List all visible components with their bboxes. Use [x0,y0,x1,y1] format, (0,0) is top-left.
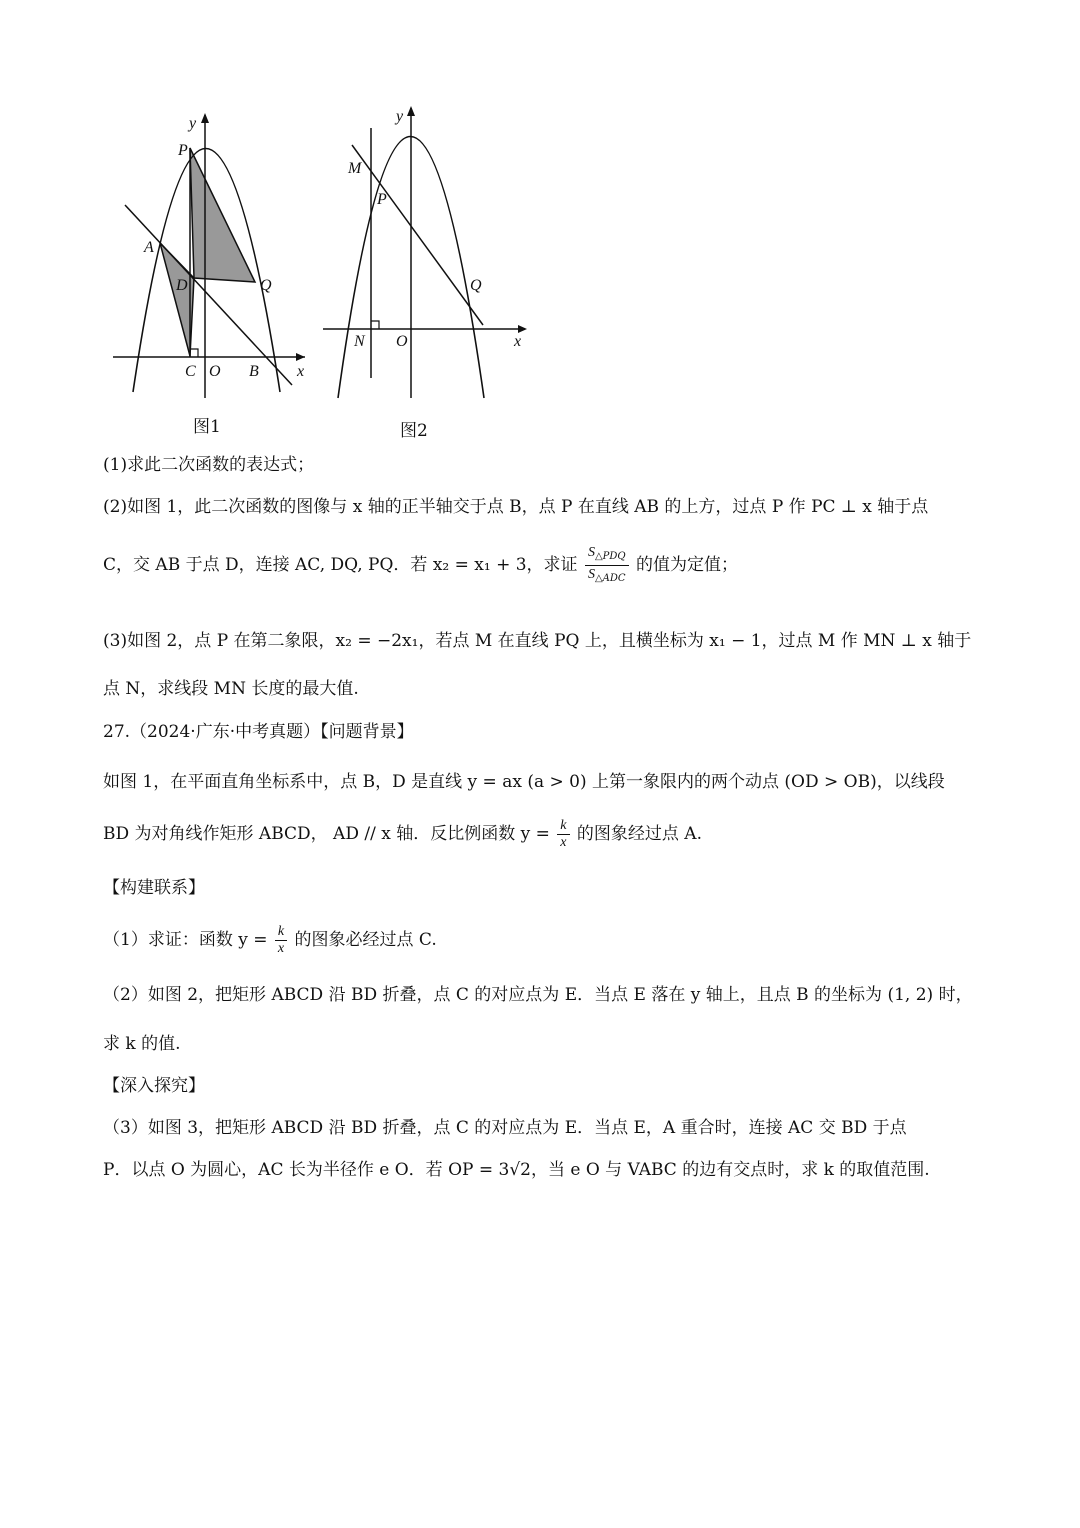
figure-1 [100,105,320,405]
label-m: M [348,160,362,177]
q26-part3-line1: (3)如图 2，点 P 在第二象限，x₂ = −2x₁，若点 M 在直线 PQ 上，且横坐标为 x₁ − 1，过点 M 作 MN ⊥ x 轴于 [103,631,972,651]
label-y: y [189,115,197,132]
q27-sub1: （1）求证：函数 y = $\frac{k}{x}$ 的图象必经过点 C. [103,924,437,956]
q26-part2-line2 [103,544,738,587]
q26-part1: (1)求此二次函数的表达式； [103,455,315,475]
figure-2-caption: 图2 [400,421,428,441]
label-a: A [144,239,154,256]
triangle-pdq [190,148,255,282]
label-n: N [354,333,365,350]
q26-part2-text-a: C，交 AB 于点 D，连接 AC, DQ, PQ．若 x₂ = x₁ + 3，求证 [103,555,578,575]
q27-background-line1: 如图 1，在平面直角坐标系中，点 B，D 是直线 y = ax (a > 0) 上第一象限内的两个动点 (OD > OB)，以线段 [103,772,945,792]
section-construct: 【构建联系】 [103,878,205,898]
q26-part2-line1: (2)如图 1，此二次函数的图像与 x 轴的正半轴交于点 B，点 P 在直线 AB 的上方，过点 P 作 PC ⊥ x 轴于点 [103,497,929,517]
k-over-x-fraction: $\frac{k}{x}$ [557,818,569,851]
q27-sub3-line2: P．以点 O 为圆心，AC 长为半径作 e O．若 OP = 3√2，当 e O 与 VABC 的边有交点时，求 k 的取值范围. [103,1160,930,1180]
label-q: Q [260,277,272,294]
figure-2 [320,100,540,410]
label-b: B [249,363,259,380]
label-d: D [176,277,188,294]
q27-background-line2: BD 为对角线作矩形 ABCD， AD // x 轴．反比例函数 y = $\frac{k}{x}$ 的图象经过点 A. [103,818,702,850]
label-o: O [396,333,408,350]
label-o: O [209,363,221,380]
label-y: y [396,108,404,125]
q27-sub2-line1: （2）如图 2，把矩形 ABCD 沿 BD 折叠，点 C 的对应点为 E．当点 E 落在 y 轴上，且点 B 的坐标为 (1, 2) 时， [103,985,973,1005]
label-p: P [178,142,188,159]
k-over-x-fraction: $\frac{k}{x}$ [275,924,287,957]
q27-sub3-line1: （3）如图 3，把矩形 ABCD 沿 BD 折叠，点 C 的对应点为 E．当点 E，A 重合时，连接 AC 交 BD 于点 [103,1118,907,1138]
label-p: P [377,191,387,208]
q26-part2-text-b: 的值为定值； [636,555,738,575]
label-q: Q [470,277,482,294]
area-ratio-fraction: $\frac{S_{\triangle PDQ}}{S_{\triangle ADC}}$ [585,544,629,587]
q27-sub2-line2: 求 k 的值. [103,1034,181,1054]
q27-header: 27.（2024·广东·中考真题）【问题背景】 [103,722,414,742]
label-c: C [185,363,196,380]
label-x: x [514,333,522,350]
label-x: x [297,363,305,380]
figure-1-caption: 图1 [193,417,221,437]
q26-part3-line2: 点 N，求线段 MN 长度的最大值. [103,679,359,699]
section-explore: 【深入探究】 [103,1076,205,1096]
